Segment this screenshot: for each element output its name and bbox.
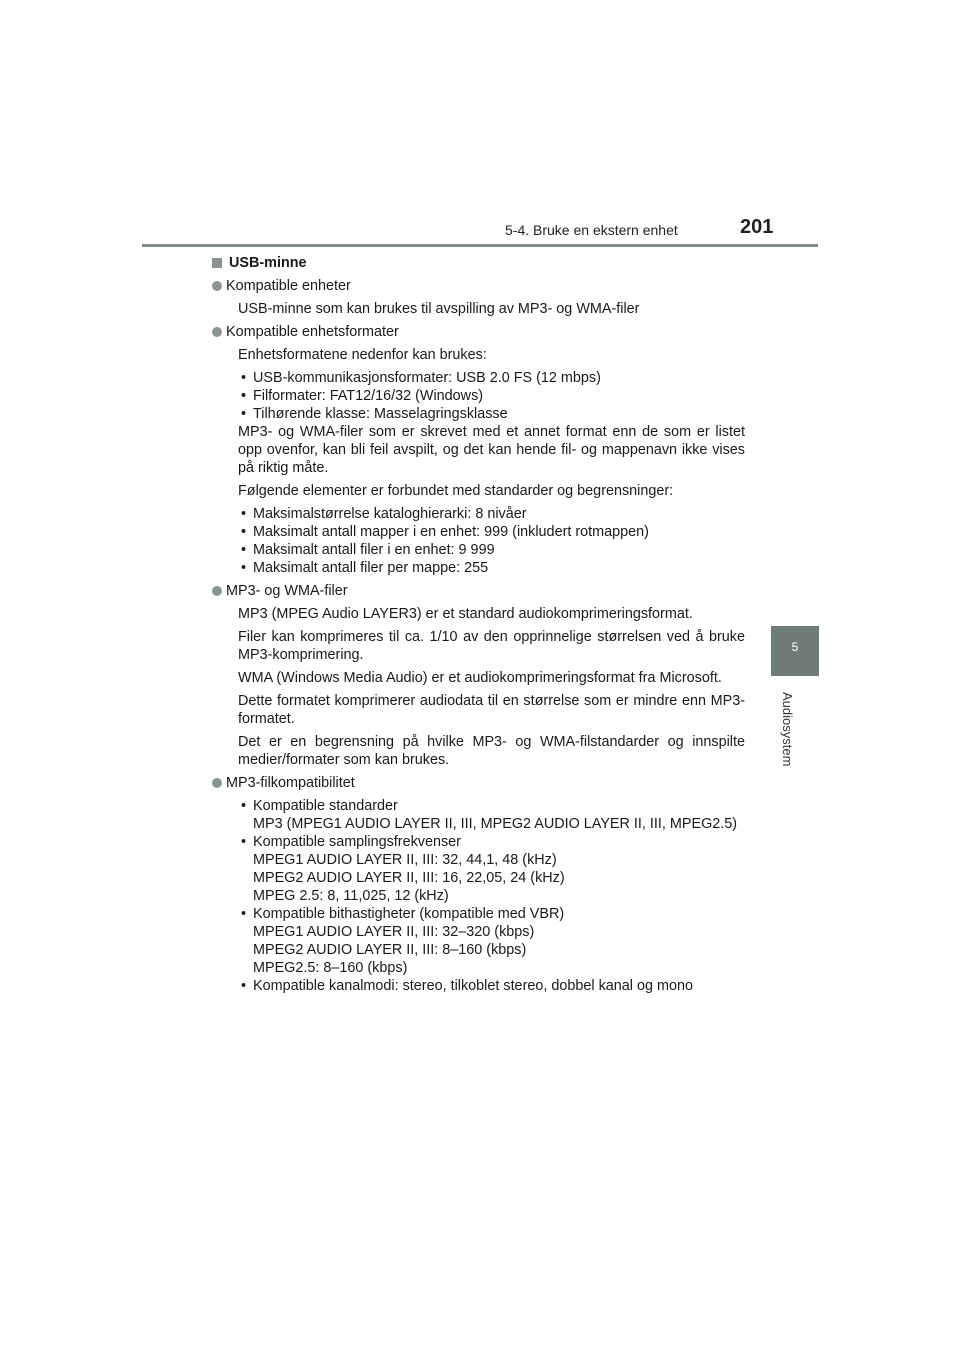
spec-item-value: MPEG 2.5: 8, 11,025, 12 (kHz) bbox=[253, 888, 449, 904]
list-item: • Filformater: FAT12/16/32 (Windows) bbox=[238, 387, 745, 405]
circle-bullet-icon bbox=[212, 327, 222, 337]
square-bullet-icon bbox=[212, 258, 222, 268]
spec-item-label: • Kompatible standarder bbox=[238, 797, 745, 815]
bullet-list bbox=[212, 369, 745, 423]
spec-item-value: MPEG1 AUDIO LAYER II, III: 32, 44,1, 48 (kHz) bbox=[253, 852, 557, 868]
paragraph: MP3 (MPEG Audio LAYER3) er et standard audiokomprimeringsformat. bbox=[238, 606, 693, 622]
subsection-title bbox=[212, 323, 745, 341]
circle-bullet-icon bbox=[212, 586, 222, 596]
spec-item-label: • Kompatible samplingsfrekvenser bbox=[238, 833, 745, 851]
spec-list bbox=[212, 797, 745, 995]
section-heading-text: USB-minne bbox=[229, 255, 307, 271]
spec-item-value: MPEG2.5: 8–160 (kbps) bbox=[253, 960, 408, 976]
subsection-title-text: Kompatible enhetsformater bbox=[226, 324, 399, 340]
spec-item-value: MPEG2 AUDIO LAYER II, III: 8–160 (kbps) bbox=[253, 942, 527, 958]
subsection-title-text: Kompatible enheter bbox=[226, 278, 351, 294]
section-heading bbox=[212, 254, 745, 272]
list-item: • Maksimalt antall mapper i en enhet: 999 (inkludert rotmappen) bbox=[238, 523, 745, 541]
chapter-number: 5 bbox=[791, 640, 799, 654]
chapter-label: Audiosystem bbox=[780, 692, 795, 767]
spec-item-value: MPEG2 AUDIO LAYER II, III: 16, 22,05, 24 (kHz) bbox=[253, 870, 565, 886]
paragraph: Det er en begrensning på hvilke MP3- og WMA-filstandarder og innspilte medier/formater som kan brukes. bbox=[238, 734, 745, 768]
paragraph: Dette formatet komprimerer audiodata til en størrelse som er mindre enn MP3-formatet. bbox=[238, 693, 745, 727]
page-content bbox=[212, 254, 745, 1001]
paragraph: USB-minne som kan brukes til avspilling av MP3- og WMA-filer bbox=[238, 301, 640, 317]
circle-bullet-icon bbox=[212, 281, 222, 291]
spec-item-label: • Kompatible kanalmodi: stereo, tilkoblet stereo, dobbel kanal og mono bbox=[238, 977, 745, 995]
list-item: • Maksimalt antall filer per mappe: 255 bbox=[238, 559, 745, 577]
list-item: • Maksimalt antall filer i en enhet: 9 999 bbox=[238, 541, 745, 559]
paragraph: Følgende elementer er forbundet med standarder og begrensninger: bbox=[238, 483, 674, 499]
circle-bullet-icon bbox=[212, 778, 222, 788]
header-section-title: 5-4. Bruke en ekstern enhet bbox=[505, 222, 678, 238]
bullet-list bbox=[212, 505, 745, 577]
spec-item-value: MP3 (MPEG1 AUDIO LAYER II, III, MPEG2 AUDIO LAYER II, III, MPEG2.5) bbox=[253, 816, 738, 832]
spec-item-value: MPEG1 AUDIO LAYER II, III: 32–320 (kbps) bbox=[253, 924, 535, 940]
list-item: • USB-kommunikasjonsformater: USB 2.0 FS (12 mbps) bbox=[238, 369, 745, 387]
subsection-title bbox=[212, 774, 745, 792]
header-rule bbox=[142, 244, 818, 247]
list-item: • Maksimalstørrelse kataloghierarki: 8 nivåer bbox=[238, 505, 745, 523]
page-number: 201 bbox=[740, 216, 774, 238]
subsection-title-text: MP3-filkompatibilitet bbox=[226, 775, 355, 791]
subsection-title bbox=[212, 582, 745, 600]
spec-item-label: • Kompatible bithastigheter (kompatible med VBR) bbox=[238, 905, 745, 923]
paragraph: MP3- og WMA-filer som er skrevet med et annet format enn de som er listet opp ovenfor, kan bli feil avspilt, og det kan hende fil- og mappenavn ikke vises på riktig måte. bbox=[238, 424, 745, 476]
paragraph: Filer kan komprimeres til ca. 1/10 av den opprinnelige størrelsen ved å bruke MP3-komprimering. bbox=[238, 629, 745, 663]
subsection-title bbox=[212, 277, 745, 295]
paragraph: WMA (Windows Media Audio) er et audiokomprimeringsformat fra Microsoft. bbox=[238, 670, 722, 686]
paragraph: Enhetsformatene nedenfor kan brukes: bbox=[238, 347, 487, 363]
list-item: • Tilhørende klasse: Masselagringsklasse bbox=[238, 405, 745, 423]
subsection-title-text: MP3- og WMA-filer bbox=[226, 583, 348, 599]
chapter-label-wrap bbox=[780, 692, 807, 782]
